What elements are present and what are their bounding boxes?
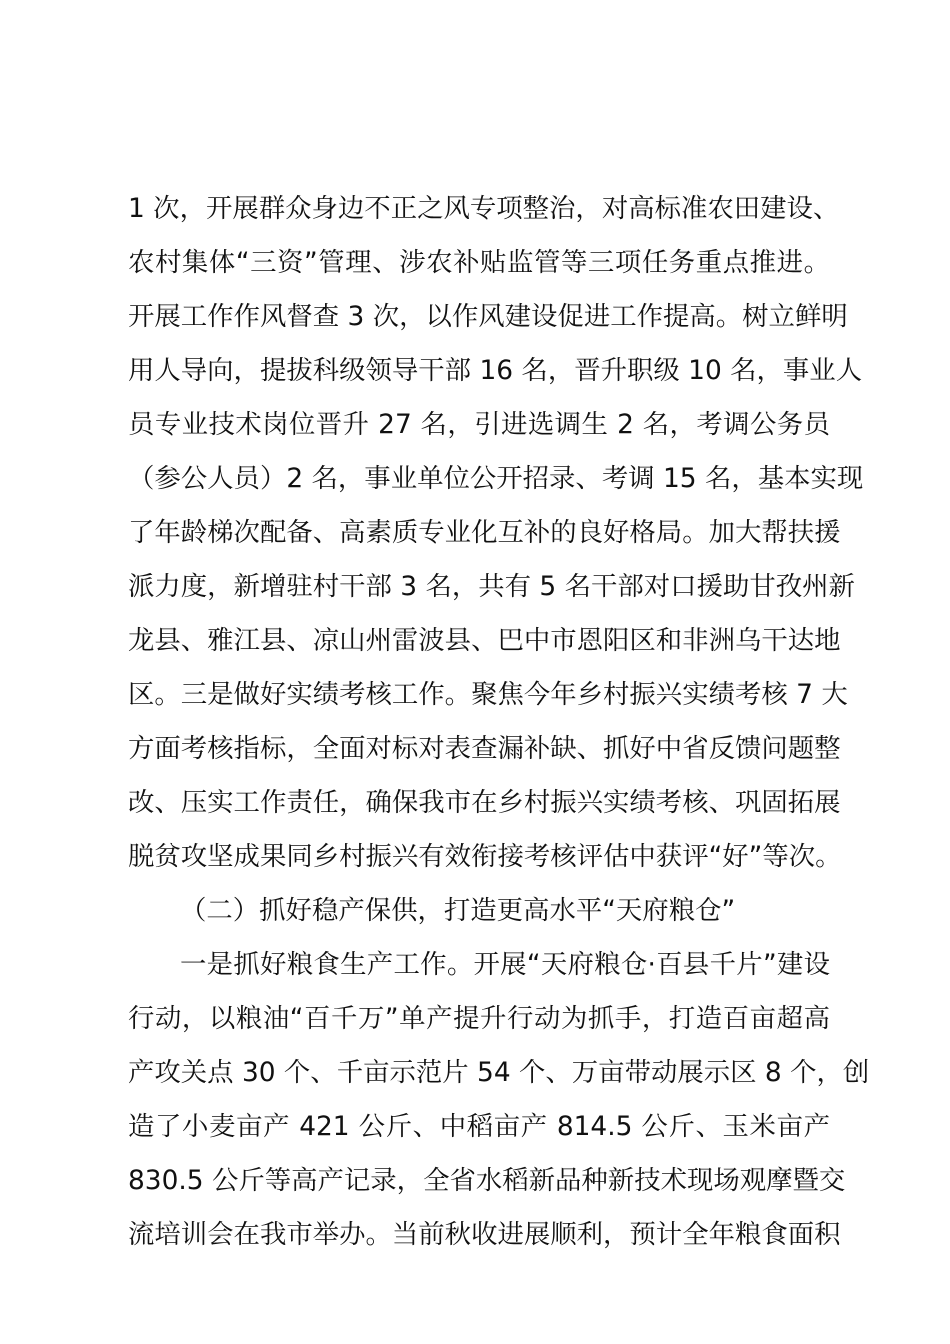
text-line: 龙县、雅江县、凉山州雷波县、巴中市恩阳区和非洲乌干达地 <box>128 625 841 656</box>
text-line: 农村集体“三资”管理、涉农补贴监管等三项任务重点推进。 <box>128 247 830 278</box>
text-line: 脱贫攻坚成果同乡村振兴有效衔接考核评估中获评“好”等次。 <box>128 841 842 872</box>
text-line: 方面考核指标，全面对标对表查漏补缺、抓好中省反馈问题整 <box>128 733 841 764</box>
text-line: 用人导向，提拔科级领导干部 16 名，晋升职级 10 名，事业人 <box>128 355 863 386</box>
text-line: 派力度，新增驻村干部 3 名，共有 5 名干部对口援助甘孜州新 <box>128 571 855 602</box>
text-line: 造了小麦亩产 421 公斤、中稻亩产 814.5 公斤、玉米亩产 <box>128 1111 830 1142</box>
text-line: 830.5 公斤等高产记录，全省水稻新品种新技术现场观摩暨交 <box>128 1165 846 1196</box>
section-heading: （二）抓好稳产保供，打造更高水平“天府粮仓” <box>180 895 736 926</box>
body-text <box>128 182 870 1262</box>
text-line: 产攻关点 30 个、千亩示范片 54 个、万亩带动展示区 8 个，创 <box>128 1057 870 1088</box>
text-line: 一是抓好粮食生产工作。开展“天府粮仓·百县千片”建设 <box>180 949 830 980</box>
text-line: 区。三是做好实绩考核工作。聚焦今年乡村振兴实绩考核 7 大 <box>128 679 848 710</box>
text-line: 流培训会在我市举办。当前秋收进展顺利，预计全年粮食面积 <box>128 1219 841 1250</box>
text-line: （参公人员）2 名，事业单位公开招录、考调 15 名，基本实现 <box>128 463 864 494</box>
text-line: 员专业技术岗位晋升 27 名，引进选调生 2 名，考调公务员 <box>128 409 830 440</box>
text-line: 1 次，开展群众身边不正之风专项整治，对高标准农田建设、 <box>128 193 840 224</box>
text-line: 开展工作作风督查 3 次，以作风建设促进工作提高。树立鲜明 <box>128 301 848 332</box>
text-line: 行动，以粮油“百千万”单产提升行动为抓手，打造百亩超高 <box>128 1003 830 1034</box>
text-line: 了年龄梯次配备、高素质专业化互补的良好格局。加大帮扶援 <box>128 517 841 548</box>
text-line: 改、压实工作责任，确保我市在乡村振兴实绩考核、巩固拓展 <box>128 787 841 818</box>
